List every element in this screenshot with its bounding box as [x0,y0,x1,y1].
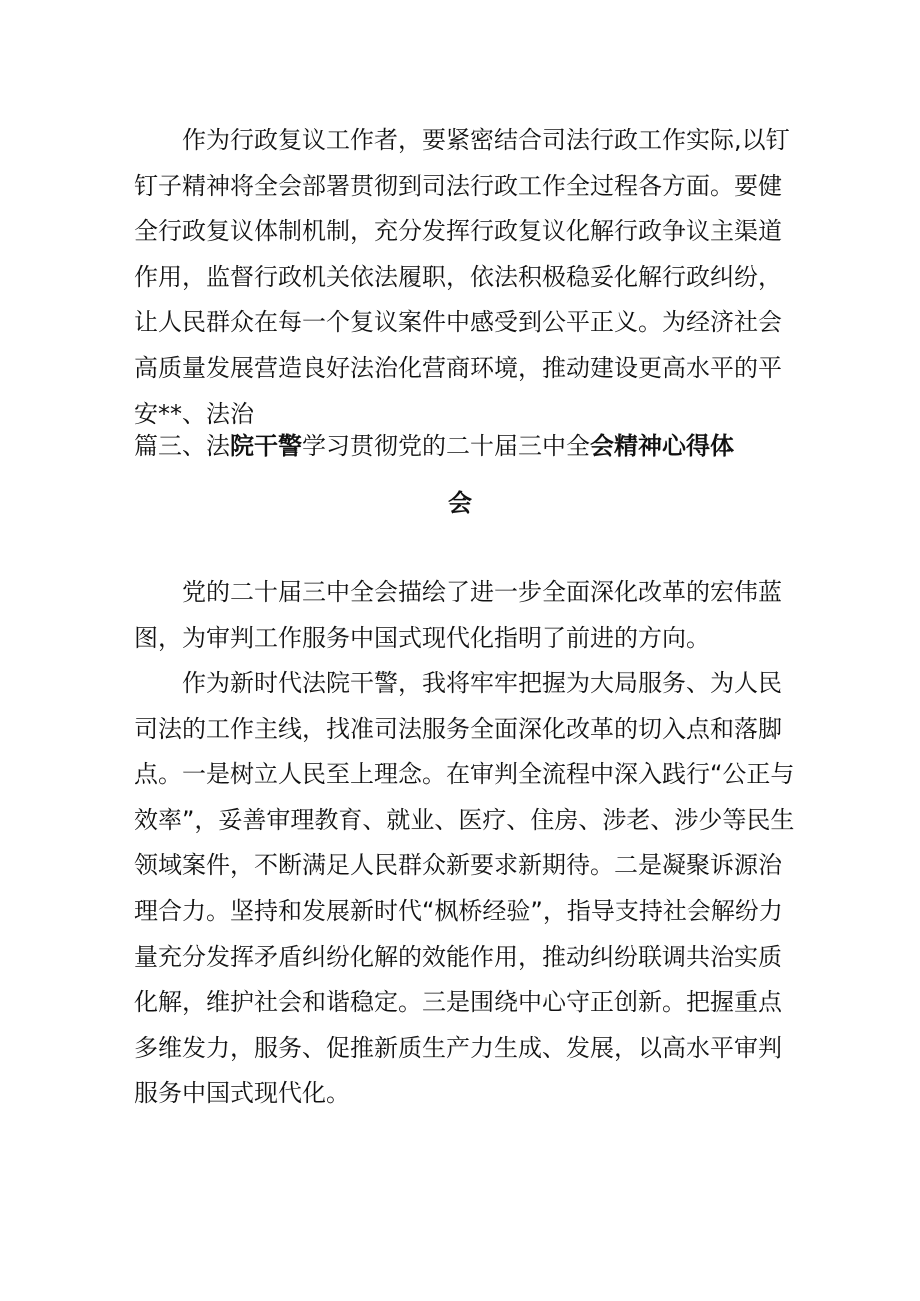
heading-part-4: 会精神心得体 [590,432,734,460]
heading-part-3: 学习贯彻党的二十届三中全 [302,432,590,460]
paragraph-plenum-blueprint: 党的二十届三中全会描绘了进一步全面深化改革的宏伟蓝图，为审判工作服务中国式现代化指明了前进的方向。 [134,578,782,652]
section-heading [134,428,786,464]
paragraph-court-officer-commitment: 作为新时代法院干警，我将牢牢把握为大局服务、为人民司法的工作主线，找准司法服务全面深化改革的切入点和落脚点。一是树立人民至上理念。在审判全流程中深入践行“公正与效率”，妥善审理教育、就业、医疗、住房、涉老、涉少等民生领域案件，不断满足人民群众新要求新期待。二是凝聚诉源治理合力。坚持和发展新时代“枫桥经验”，指导支持社会解纷力量充分发挥矛盾纠纷化解的效能作用，推动纠纷联调共治实质化解，维护社会和谐稳定。三是围绕中心守正创新。把握重点多维发力，服务、促推新质生产力生成、发展，以高水平审判服务中国式现代化。 [134,669,795,1108]
paragraph-administrative-review: 作为行政复议工作者，要紧密结合司法行政工作实际,以钉钉子精神将全会部署贯彻到司法行政工作全过程各方面。要健全行政复议体制机制，充分发挥行政复议化解行政争议主渠道作用，监督行政机关依法履职，依法积极稳妥化解行政纠纷，让人民群众在每一个复议案件中感受到公平正义。为经济社会高质量发展营造良好法治化营商环境，推动建设更高水平的平安**、法治 [134,126,790,428]
heading-part-2: 院干警 [230,432,302,460]
section-heading-continuation: 会 [448,489,472,517]
heading-part-1: 篇三、法 [134,432,230,460]
